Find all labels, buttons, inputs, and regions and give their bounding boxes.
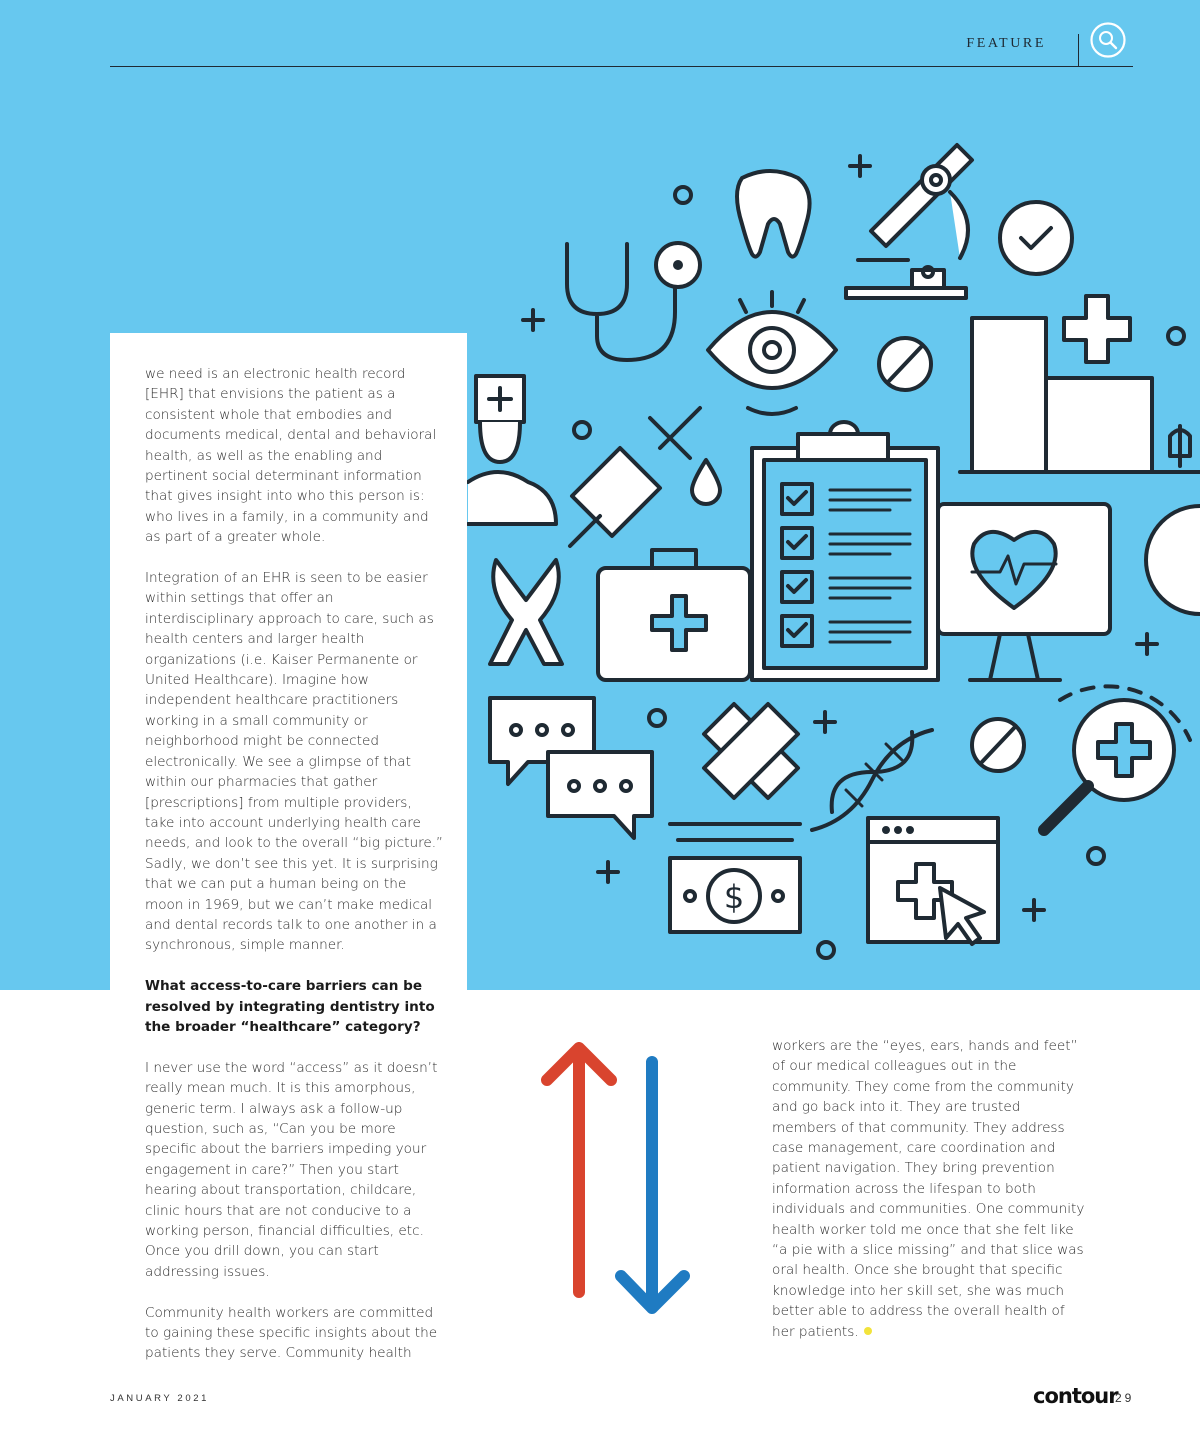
plus-icon (1024, 900, 1044, 920)
syringe-icon (572, 448, 660, 536)
tooth-icon (737, 171, 810, 257)
paragraph: we need is an electronic health record [EHR] that envisions the patient as a consistent whole that embodies and documents medical, dental and behavioral health, as well as the enabling and pertinent social determinant information that gives insight into who this person is: who lives in a family, in a community and as part of a greater whole. (145, 366, 437, 546)
dot-circle-icon (649, 710, 665, 726)
hospital-building-icon (972, 318, 1046, 472)
page-number: 29 (1115, 1391, 1135, 1405)
medical-cross-icon (1064, 296, 1130, 362)
healthcare-illustration (460, 130, 1200, 990)
paragraph (772, 1036, 1087, 1342)
search-icon (1090, 22, 1126, 58)
right-article-column (772, 1036, 1087, 1362)
dna-icon (812, 730, 932, 830)
arrow-up-icon (547, 1048, 611, 1292)
section-label: FEATURE (966, 36, 1046, 51)
end-mark-icon (864, 1327, 872, 1335)
search-button[interactable] (1090, 22, 1126, 58)
issue-date: JANUARY 2021 (110, 1393, 209, 1404)
paragraph: I never use the word “access” as it doesn’t really mean much. It is this amorphous, generic term. I always ask a follow-up question, such as, “Can you be more specific about the barriers impeding your engagement in care?” Then you start hearing about transportation, childcare, clinic hours that are not conducive to a working person, financial difficulties, etc. Once you drill down, you can start addressing issues. (145, 1059, 438, 1280)
paragraph: Integration of an EHR is seen to be easier within settings that offer an interdisciplinary approach to care, such as health centers and larger health organizations (i.e. Kaiser Permanente or United Healthcare). Imagine how independent healthcare practitioners working in a small community or neighborhood might be connected electronically. We see a glimpse of that within our pharmacies that gather [prescriptions] from multiple providers, take into account underlying health care needs, and look to the overall “big picture.” Sadly, we don’t see this yet. It is surprising that we can put a human being on the moon in 1969, but we can’t make medical and dental records talk to one another in a synchronous, simple manner. (145, 570, 444, 954)
arrows-graphic (535, 1035, 700, 1325)
left-article-column (145, 364, 445, 1384)
plus-icon (1137, 634, 1157, 654)
drop-icon (692, 460, 720, 504)
plus-icon (598, 862, 618, 882)
arrow-down-icon (621, 1062, 684, 1308)
header-rule (110, 66, 1133, 67)
awareness-ribbon-icon (490, 560, 562, 664)
plus-icon (523, 310, 543, 330)
paragraph-text: workers are the “eyes, ears, hands and feet” of our medical colleagues out in the community. They come from the community and go back into it. They are trusted members of that community. They address case management, care coordination and patient navigation. They bring prevention information across the lifespan to both individuals and communities. One community health worker told me once that she felt like “a pie with a slice missing” and that slice was oral health. Once she brought that specific knowledge into her skill set, she was much better able to address the overall health of her patients. (772, 1038, 1085, 1340)
dot-circle-icon (675, 187, 691, 203)
dot-circle-icon (574, 422, 590, 438)
plus-icon (815, 712, 835, 732)
dot-circle-icon (1088, 848, 1104, 864)
dot-circle-icon (1168, 328, 1184, 344)
money-dollar-glyph: $ (723, 878, 745, 916)
checkmark-circle-icon (1000, 202, 1072, 274)
paragraph: Community health workers are committed to gaining these specific insights about the patients they serve. Community health (145, 1304, 438, 1362)
header-divider (1078, 34, 1079, 67)
magazine-logo: contour (1033, 1384, 1118, 1408)
interview-question: What access-to-care barriers can be resolved by integrating dentistry into the broader “healthcare” category? (145, 978, 435, 1035)
dot-circle-icon (818, 942, 834, 958)
plus-icon (850, 156, 870, 176)
